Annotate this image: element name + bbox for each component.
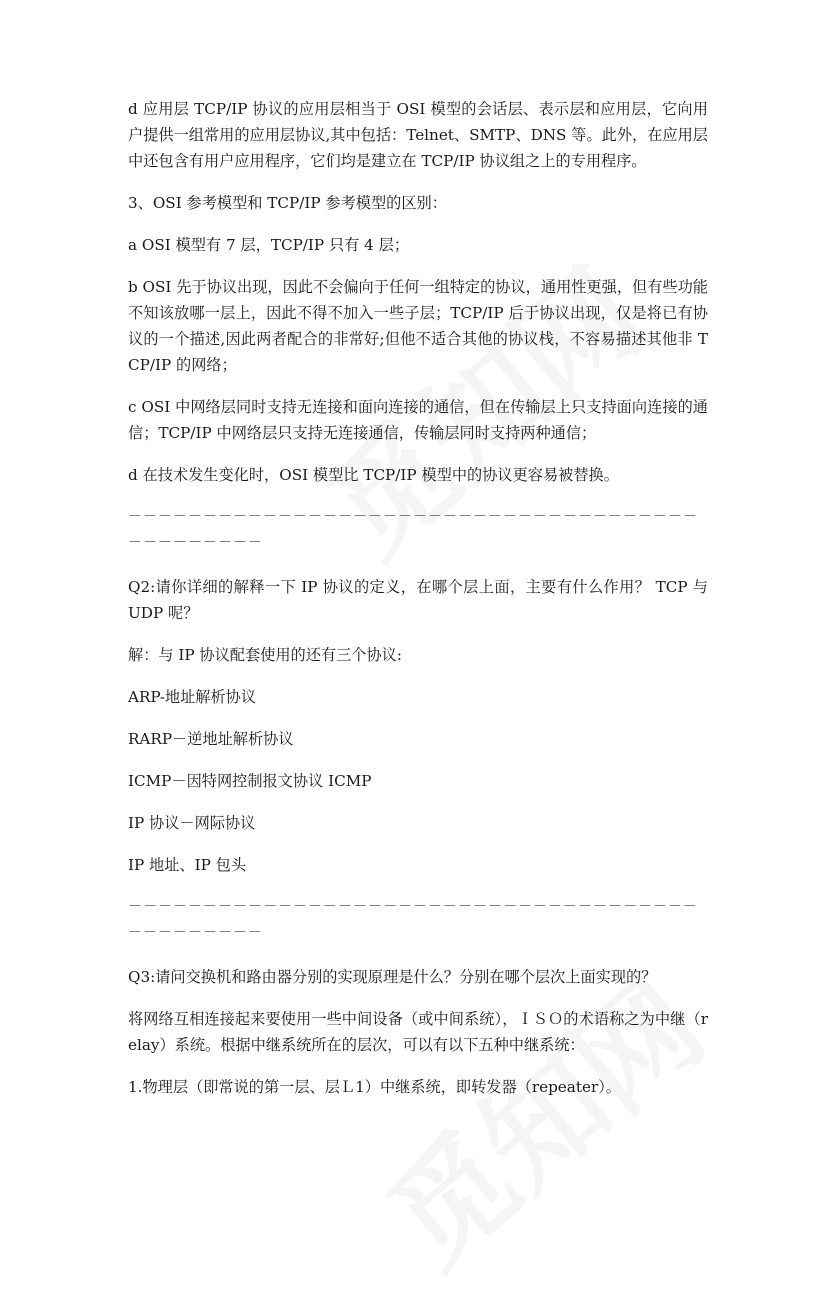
answer-q2-intro: 解：与 IP 协议配套使用的还有三个协议: — [128, 646, 402, 664]
list-item-arp: ARP-地址解析协议 — [128, 688, 257, 706]
list-item-ip: IP 协议－网际协议 — [128, 814, 256, 832]
section-heading-osi-vs-tcpip: 3、OSI 参考模型和 TCP/IP 参考模型的区别： — [128, 194, 447, 212]
list-item-physical-relay: 1.物理层（即常说的第一层、层Ｌ1）中继系统，即转发器（repeater）。 — [128, 1078, 621, 1096]
list-item-ip-address: IP 地址、IP 包头 — [128, 856, 247, 874]
paragraph-protocol-order: b OSI 先于协议出现，因此不会偏向于任何一组特定的协议，通用性更强，但有些功能不知该放哪一层上，因此不得不加入一些子层；TCP/IP 后于协议出现，仅是将已有协议的一个描述,因此两者配合的非常好;但他不适合其他的协议栈，不容易描述其他非 TCP/IP 的网络； — [128, 278, 708, 374]
section-divider: －－－－－－－－－－－－－－－－－－－－－－－－－－－－－－－－－－－－－－－－－－－－－－－ — [128, 509, 698, 551]
section-divider: －－－－－－－－－－－－－－－－－－－－－－－－－－－－－－－－－－－－－－－－－－－－－－－ — [128, 899, 698, 941]
paragraph-replaceability: d 在技术发生变化时，OSI 模型比 TCP/IP 模型中的协议更容易被替换。 — [128, 466, 619, 484]
paragraph-layer-count: a OSI 模型有 7 层，TCP/IP 只有 4 层； — [128, 236, 410, 254]
paragraph-application-layer: d 应用层 TCP/IP 协议的应用层相当于 OSI 模型的会话层、表示层和应用层，它向用户提供一组常用的应用层协议,其中包括：Telnet、SMTP、DNS 等。此外，在应用层中还包含有用户应用程序，它们均是建立在 TCP/IP 协议组之上的专用程序。 — [128, 100, 708, 170]
list-item-icmp: ICMP－因特网控制报文协议 ICMP — [128, 772, 372, 790]
list-item-rarp: RARP－逆地址解析协议 — [128, 730, 294, 748]
document-body — [128, 96, 708, 1116]
paragraph-connection-support: c OSI 中网络层同时支持无连接和面向连接的通信，但在传输层上只支持面向连接的通信；TCP/IP 中网络层只支持无连接通信，传输层同时支持两种通信； — [128, 398, 708, 442]
answer-q3-body: 将网络互相连接起来要使用一些中间设备（或中间系统），ＩＳＯ的术语称之为中继（relay）系统。根据中继系统所在的层次，可以有以下五种中继系统： — [128, 1010, 708, 1054]
question-q3: Q3:请问交换机和路由器分别的实现原理是什么？分别在哪个层次上面实现的？ — [128, 968, 657, 986]
question-q2: Q2:请你详细的解释一下 IP 协议的定义，在哪个层上面，主要有什么作用？ TCP 与 UDP 呢？ — [128, 578, 708, 622]
